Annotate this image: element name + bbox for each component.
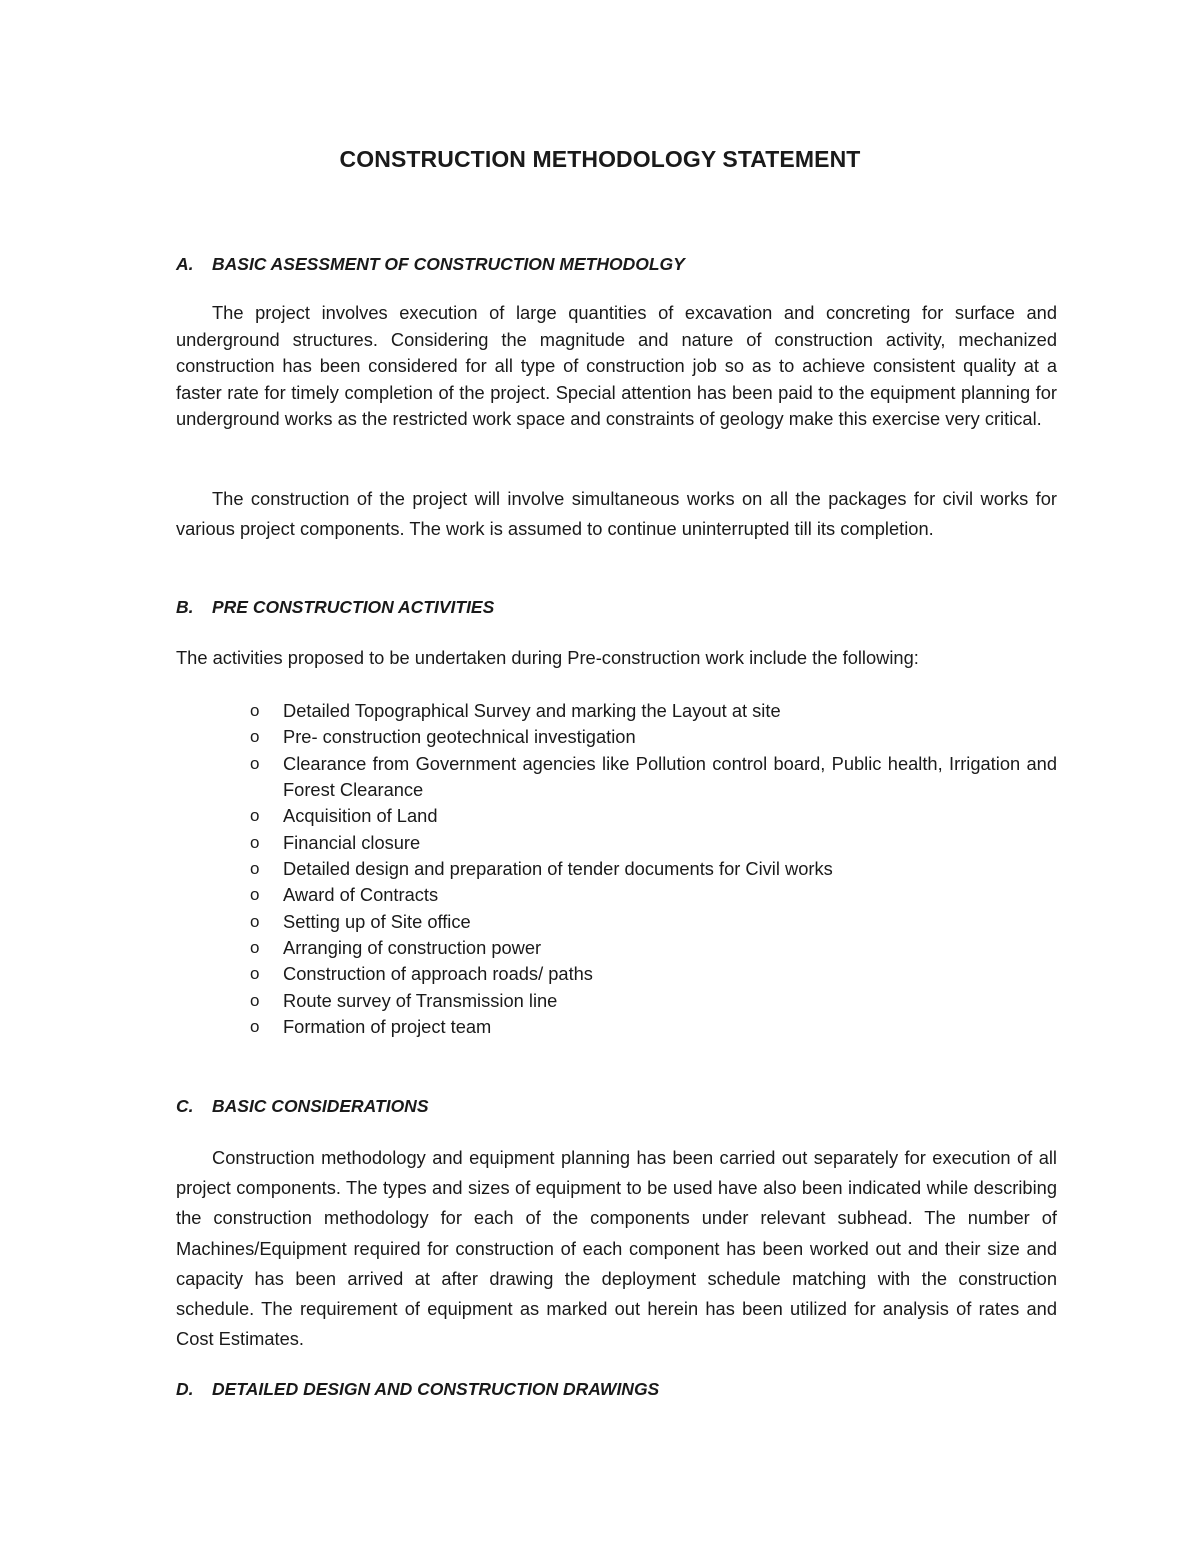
list-item-text: Financial closure [283,831,421,853]
list-item [250,935,1057,961]
bullet-marker: o [250,1017,260,1037]
section-a-title: BASIC ASESSMENT OF CONSTRUCTION METHODOLGY [212,254,685,274]
list-item [250,1014,1057,1040]
list-item [250,856,1057,882]
section-b-heading [176,597,494,618]
list-item-text: Setting up of Site office [283,910,471,932]
list-item-text: Route survey of Transmission line [283,989,558,1011]
bullet-marker: o [250,859,260,879]
list-item [250,961,1057,987]
section-c-paragraph-text: Construction methodology and equipment planning has been carried out separately for execution of all project components. The types and sizes of equipment to be used have also been indicated while describing the construction methodology for each of the components under relevant subhead. The number of Machines/Equipment required for construction of each component has been worked out and their size and capacity has been arrived at after drawing the deployment schedule matching with the construction schedule. The requirement of equipment as marked out herein has been utilized for analysis of rates and Cost Estimates. [176,1147,1057,1350]
pre-construction-activities-list [250,698,1057,1040]
bullet-marker: o [250,885,260,905]
section-c-letter: C. [176,1096,194,1116]
section-a-heading [176,254,685,275]
list-item-text: Award of Contracts [283,884,439,906]
section-a-paragraph-1 [176,300,1057,433]
section-a-paragraph-1-text: The project involves execution of large quantities of excavation and concreting for surface and underground structures. Considering the magnitude and nature of construction activity, mechanized construction has been considered for all type of construction job so as to achieve consistent quality at a faster rate for timely completion of the project. Special attention has been paid to the equipment planning for underground works as the restricted work space and constraints of geology make this exercise very critical. [176,302,1057,430]
bullet-marker: o [250,938,260,958]
list-item-text: Pre- construction geotechnical investigation [283,726,636,748]
list-item-text: Clearance from Government agencies like Pollution control board, Public health, Irrigation and Forest Clearance [283,752,1057,801]
section-a-paragraph-2-text: The construction of the project will involve simultaneous works on all the packages for civil works for various project components. The work is assumed to continue uninterrupted till its completion. [176,488,1057,540]
section-d-title: DETAILED DESIGN AND CONSTRUCTION DRAWINGS [212,1379,660,1399]
list-item-text: Arranging of construction power [283,937,542,959]
list-item [250,988,1057,1014]
section-a-paragraph-2 [176,484,1057,544]
section-b-intro: The activities proposed to be undertaken during Pre-construction work include the following: [176,647,919,668]
section-c-heading [176,1096,429,1117]
list-item-text: Acquisition of Land [283,805,438,827]
section-a-letter: A. [176,254,194,274]
list-item-text: Formation of project team [283,1016,492,1038]
document-title: CONSTRUCTION METHODOLOGY STATEMENT [339,146,861,172]
bullet-marker: o [250,911,260,931]
bullet-marker: o [250,964,260,984]
bullet-marker: o [250,990,260,1010]
section-d-letter: D. [176,1379,194,1399]
section-b-letter: B. [176,597,194,617]
section-c-paragraph [176,1143,1057,1354]
section-c-title: BASIC CONSIDERATIONS [212,1096,429,1116]
list-item [250,882,1057,908]
bullet-marker: o [250,727,260,747]
section-b-title: PRE CONSTRUCTION ACTIVITIES [212,597,495,617]
list-item [250,698,1057,724]
bullet-marker: o [250,701,260,720]
list-item [250,751,1057,804]
list-item [250,803,1057,829]
bullet-marker: o [250,806,260,826]
list-item-text: Construction of approach roads/ paths [283,963,593,985]
list-item [250,724,1057,750]
bullet-marker: o [250,832,260,852]
list-item-text: Detailed Topographical Survey and marking the Layout at site [283,700,781,721]
bullet-marker: o [250,753,260,773]
list-item [250,830,1057,856]
list-item [250,909,1057,935]
list-item-text: Detailed design and preparation of tender documents for Civil works [283,858,833,880]
section-d-heading [176,1379,659,1400]
